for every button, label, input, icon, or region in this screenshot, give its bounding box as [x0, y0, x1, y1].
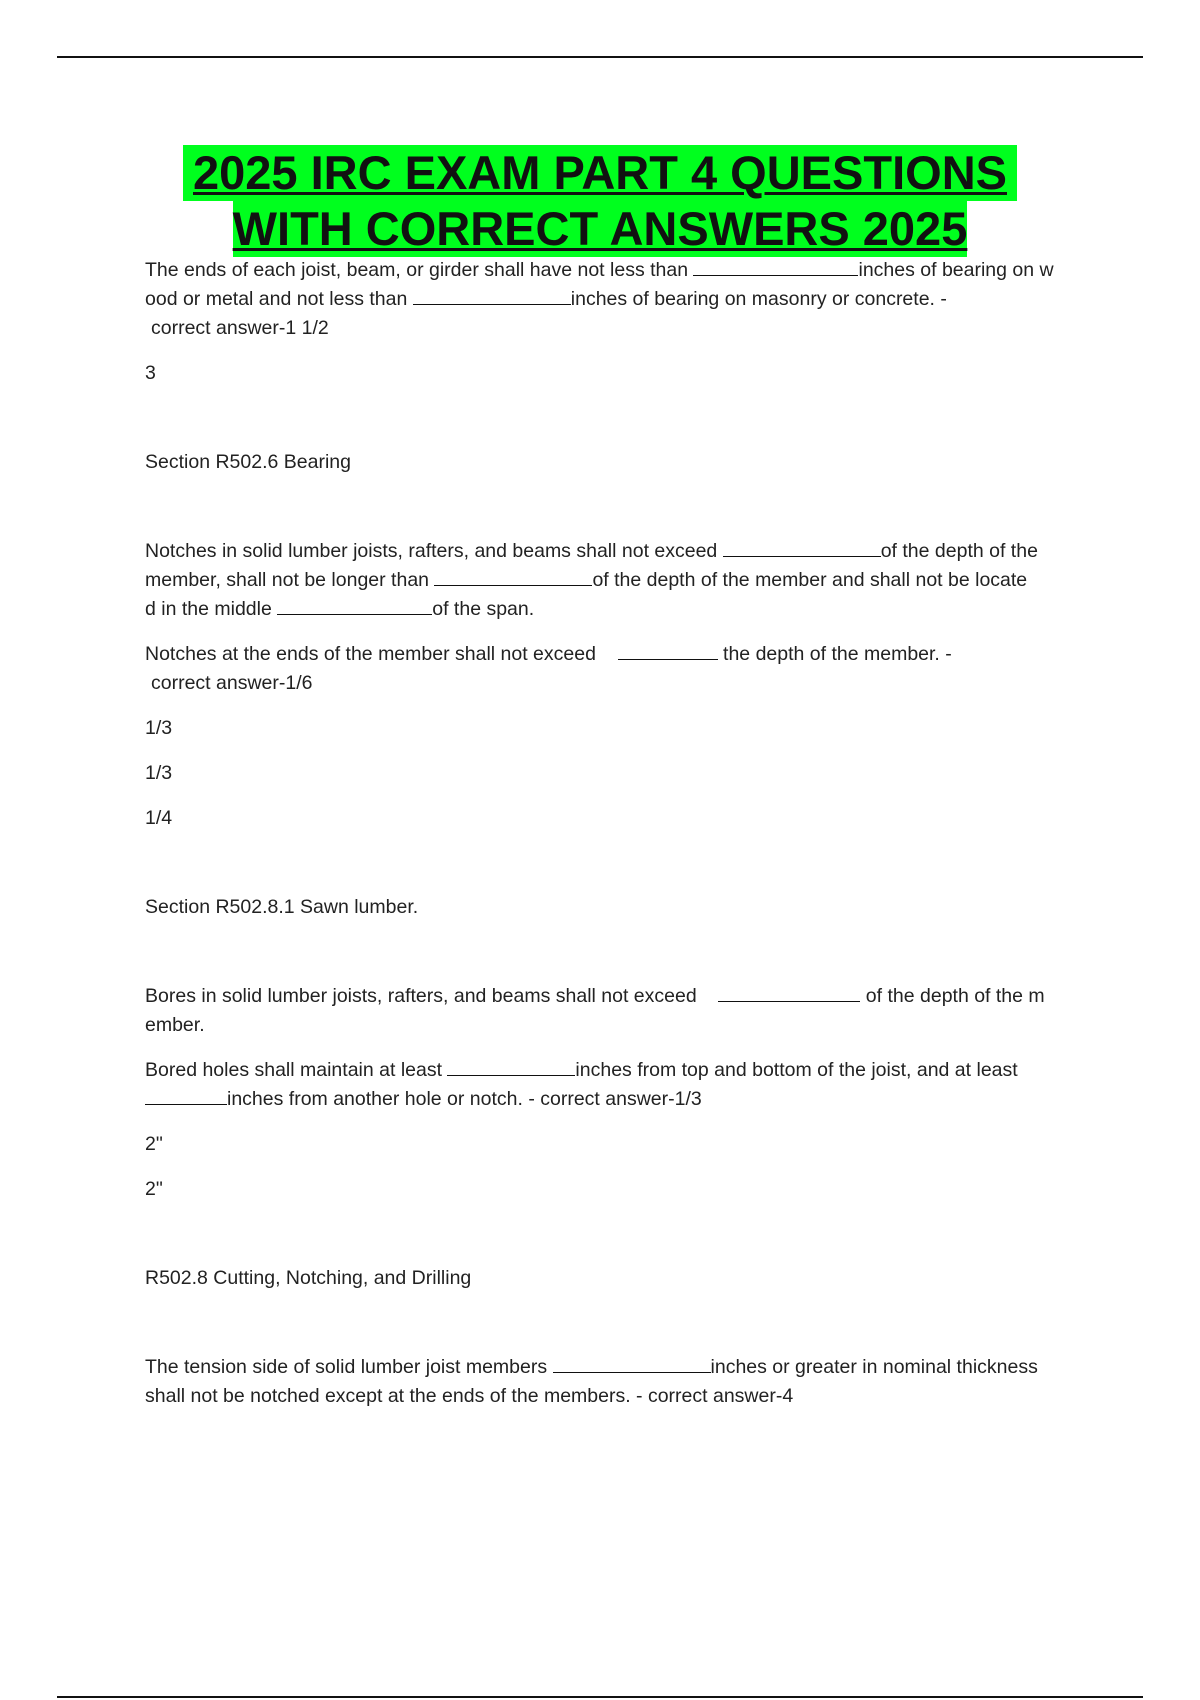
document-title: [120, 145, 1080, 257]
question-2-line-2: member, shall not be longer than of the depth of the member and shall not be locate: [145, 569, 1028, 591]
answer-blank: [447, 1057, 575, 1076]
title-line-2: WITH CORRECT ANSWERS 2025: [232, 202, 968, 255]
answer-blank: [434, 567, 592, 586]
section-reference: R502.8 Cutting, Notching, and Drilling: [145, 1267, 472, 1289]
question-4-line-1: The tension side of solid lumber joist members inches or greater in nominal thickness: [145, 1356, 1038, 1378]
question-4-line-2: shall not be notched except at the ends of the members. - correct answer-4: [145, 1385, 794, 1407]
question-2-answer: correct answer-1/6: [151, 672, 313, 694]
question-2-line-3: d in the middle of the span.: [145, 598, 535, 620]
question-1-line-1: The ends of each joist, beam, or girder shall have not less than inches of bearing on w: [145, 259, 1054, 281]
question-3-line-1: Bores in solid lumber joists, rafters, and beams shall not exceed of the depth of the m: [145, 985, 1045, 1007]
document-body: [145, 256, 1087, 1411]
answer-blank: [413, 286, 571, 305]
header-rule: [57, 56, 1143, 58]
title-line-1: 2025 IRC EXAM PART 4 QUESTIONS: [183, 145, 1017, 201]
question-2-line-4: Notches at the ends of the member shall not exceed the depth of the member. -: [145, 643, 952, 665]
answer-line: 1/3: [145, 717, 173, 739]
question-3-line-2: ember.: [145, 1014, 205, 1036]
answer-line: 3: [145, 362, 156, 384]
section-reference: Section R502.6 Bearing: [145, 451, 351, 473]
answer-line: 1/3: [145, 762, 173, 784]
answer-blank: [145, 1086, 227, 1105]
answer-blank: [618, 641, 718, 660]
answer-line: 1/4: [145, 807, 173, 829]
footer-rule: [57, 1696, 1143, 1698]
answer-line: 2": [145, 1133, 163, 1155]
question-1-answer: correct answer-1 1/2: [151, 317, 329, 339]
answer-blank: [718, 983, 860, 1002]
section-reference: Section R502.8.1 Sawn lumber.: [145, 896, 419, 918]
question-2-line-1: Notches in solid lumber joists, rafters, and beams shall not exceed of the depth of the: [145, 540, 1038, 562]
question-3-line-4: inches from another hole or notch. - correct answer-1/3: [145, 1085, 1087, 1114]
answer-blank: [723, 538, 881, 557]
answer-blank: [277, 596, 432, 615]
question-3-line-3: Bored holes shall maintain at least inches from top and bottom of the joist, and at least: [145, 1059, 1018, 1081]
answer-blank: [693, 257, 858, 276]
answer-blank: [553, 1354, 711, 1373]
question-1-line-2: ood or metal and not less than inches of bearing on masonry or concrete. -: [145, 288, 947, 310]
answer-line: 2": [145, 1178, 163, 1200]
